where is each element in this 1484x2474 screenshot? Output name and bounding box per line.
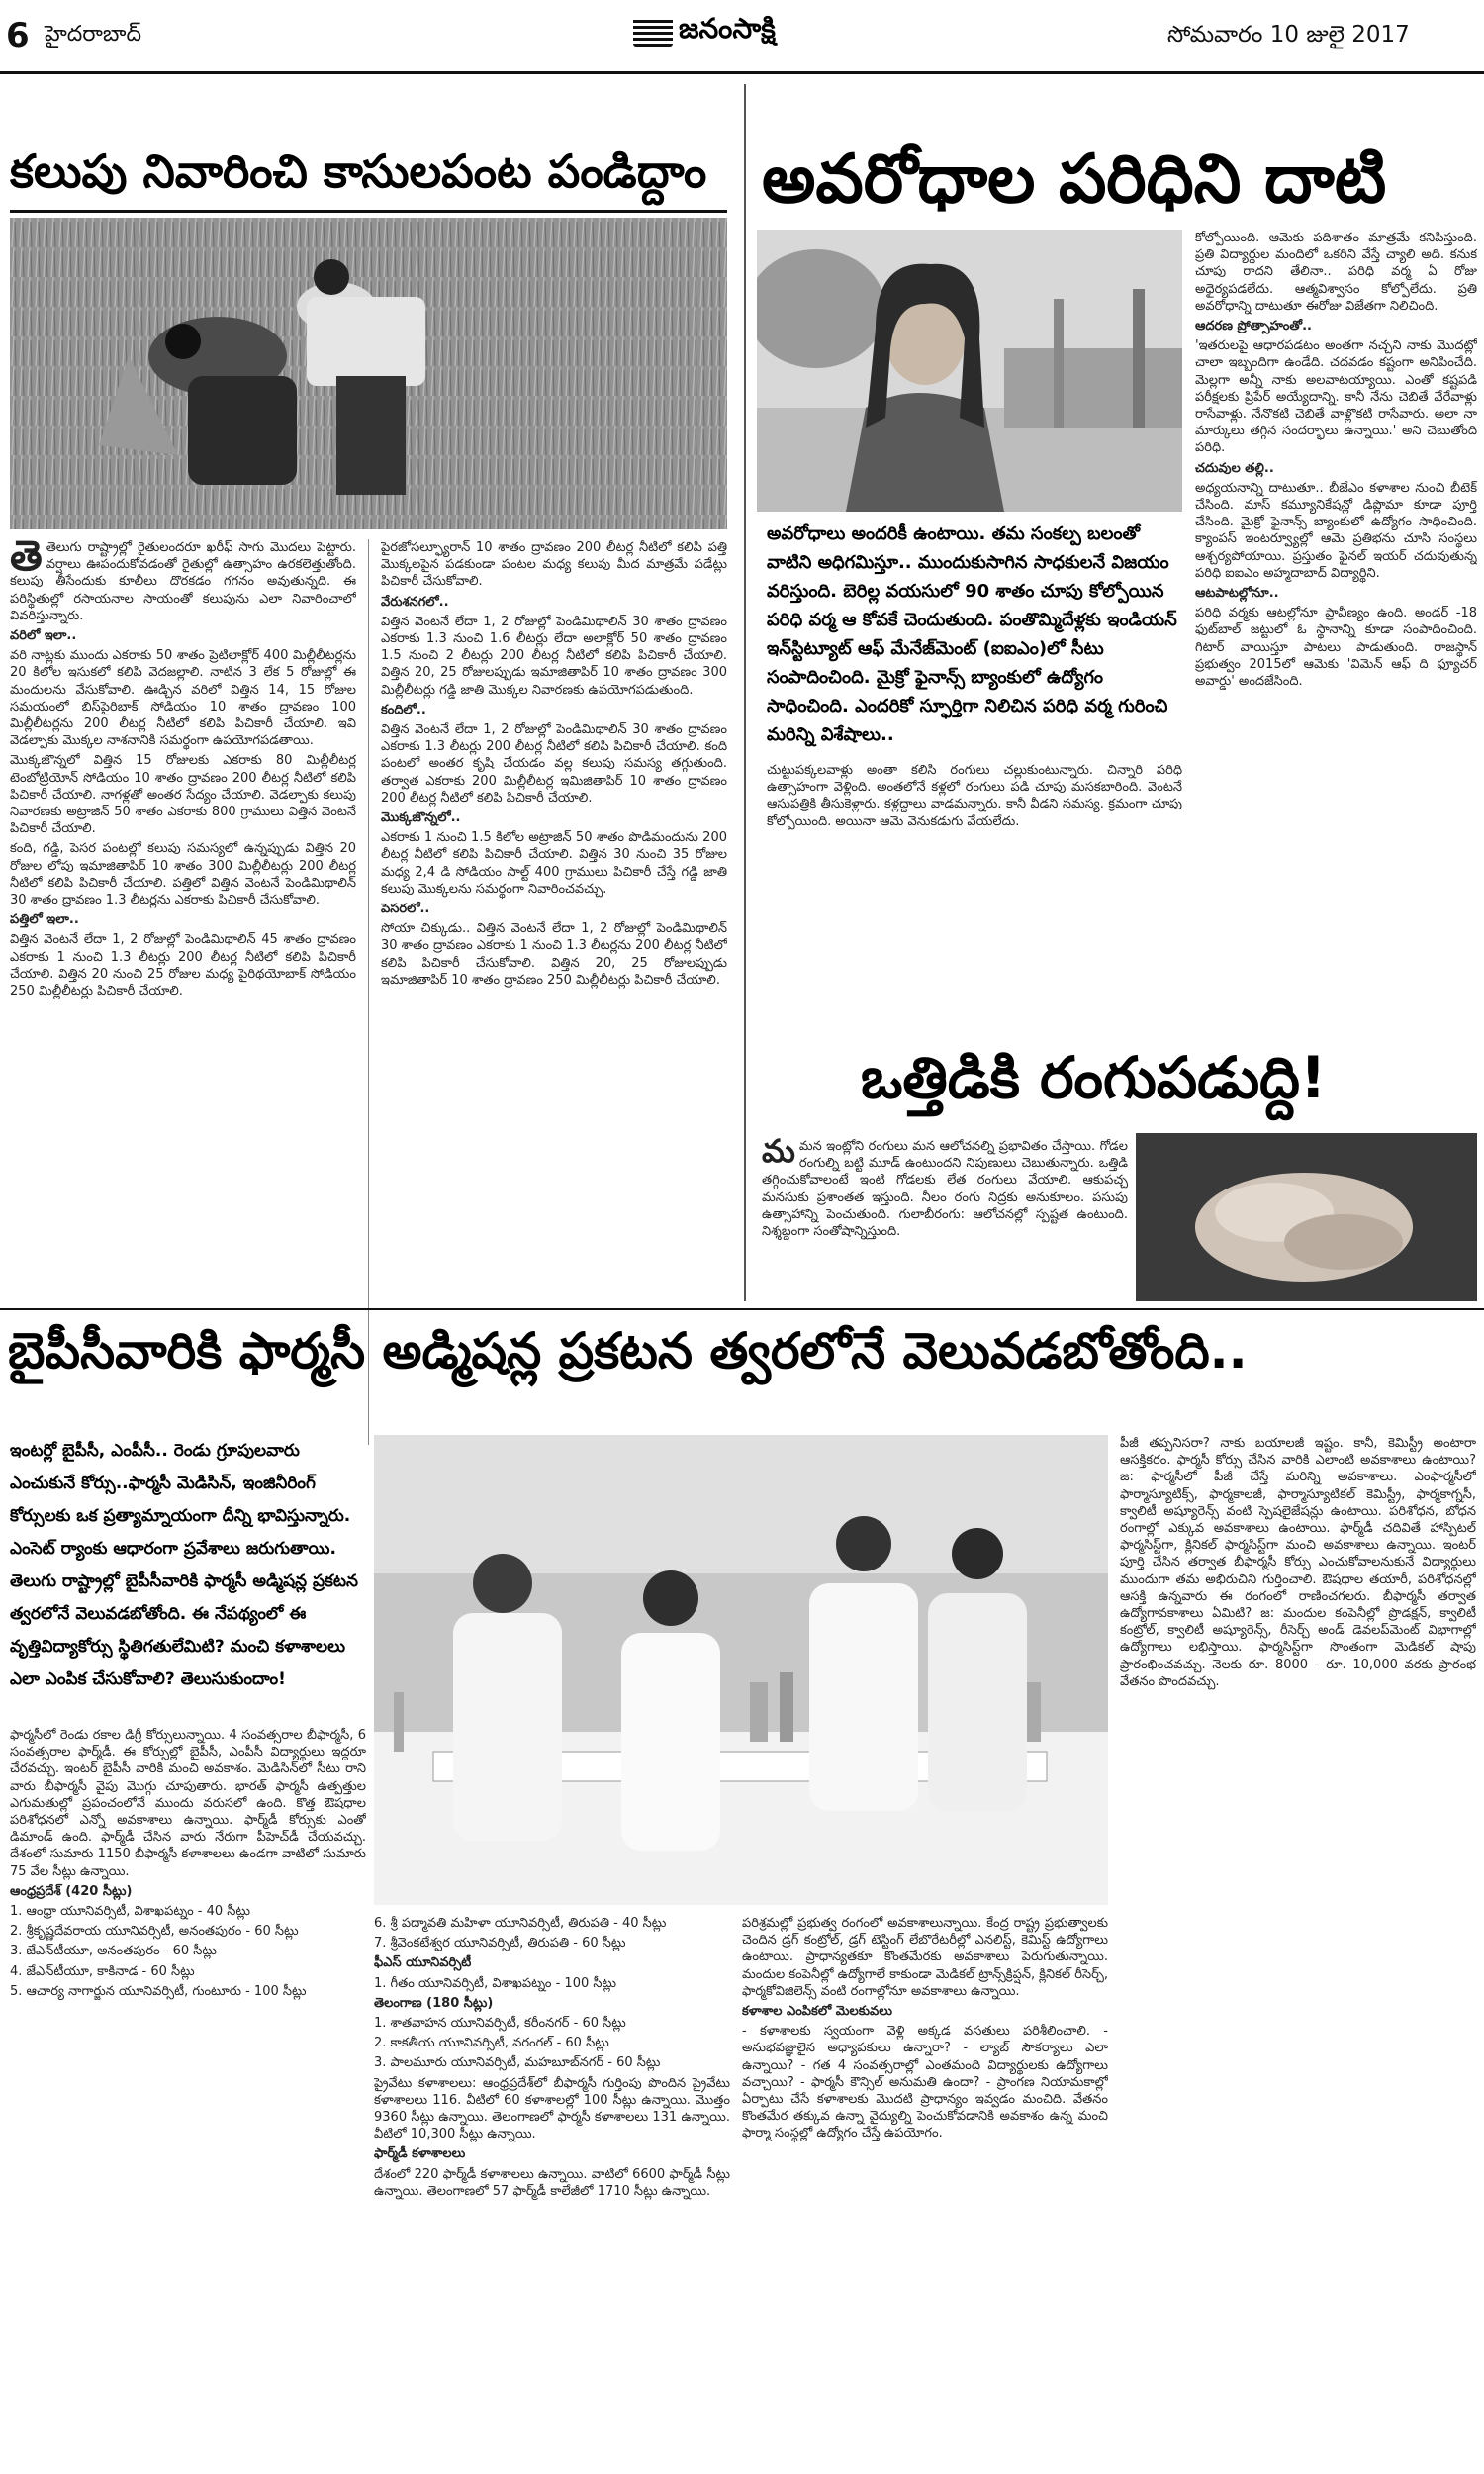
farming-headline: కలుపు నివారించి కాసులపంట పండిద్దాం [10, 144, 707, 198]
farming-intro: తెలుగు రాష్ట్రాల్లో రైతులందరూ ఖరీఫ్ సాగు మొదలు పెట్టారు. వర్షాలు ఊపందుకోవడంతో రైతుల్లో ఉత్సాహం ఉరకలెత్తుతోంది. కలుపు తీసేందుకు కూలీలు దొరకడం గగనం అవుతున్నది. ఈ పరిస్థితుల్లో రసాయనాల సాయంతో కలుపును ఎలా నివారించాలో వివరిస్తున్నారు. [10, 540, 356, 623]
actress-sub-support: ఆదరణ ప్రోత్సాహంతో.. [1195, 319, 1312, 334]
farming-maize-text: మొక్కజొన్నలో విత్తిన 15 రోజులకు ఎకరాకు 80 మిల్లీలీటర్ల టెంబోట్రియోన్ సోడియం 10 శాతం ద్రావణం 200 లీటర్ల నీటిలో కలిపి పిచికారీ చేయాలి. నాగళ్లతో అంతర సేద్యం చేయాలి. వెడల్పాకు కలుపు నివారణకు అట్రాజిన్ 50 శాతం ఎకరాకు 800 గ్రాములు విత్తిన వెంటనే పిచికారీ చేయాలి. [10, 753, 356, 837]
pharmacy-sub-pharmd: ఫార్మ్‌డీ కళాశాలలు [374, 2146, 466, 2162]
pharmacy-sub-telangana: తెలంగాణ (180 సీట్లు) [374, 1995, 494, 2011]
page-number: 6 [6, 16, 30, 55]
farming-sub-maize: మొక్కజొన్నలో.. [381, 810, 461, 826]
actress-right-text1: కోల్పోయింది. ఆమెకు పదిశాతం మాత్రమే కనిపిస్తుంది. ప్రతి విద్యార్థుల మందిలో ఒకరిని వేస్తే చ్యాలి అది. కనుక చూపు రాదని తేలినా.. పరిధి వర్మ ఏ రోజు అధైర్యపడలేదు. ఆత్మవిశ్వాసం కోల్పోలేదు. ప్రతి అవరోధాన్ని దాటుతూ ఈరోజు విజేతగా నిలిచింది. [1195, 231, 1477, 314]
section-divider [0, 1308, 1484, 1310]
edition-city: హైదరాబాద్ [45, 22, 141, 47]
laboratory-students-illustration [374, 1435, 1108, 1905]
farming-photo [10, 218, 727, 529]
actress-right-text3: అధ్యయనాన్ని దాటుతూ.. బీజేఎం కళాశాల నుంచి బీటెక్ చేసింది. మాస్ కమ్యూనికేషన్లో డిప్లొమా కూడా పూర్తి చేసింది. మైక్రో ఫైనాన్స్ బ్యాంకులో ఉద్యోగం సాధించింది. క్యాంపస్ ఇంటర్వ్యూల్లో ఆమె ప్రతిభను చూసి సంస్థలు ఆశ్చర్యపోయాయి. ప్రస్తుతం ఫైనల్ ఇయర్ చదువుతున్న పరిధి ఐఐఎం అహ్మదాబాద్ విద్యార్థిని. [1195, 480, 1477, 581]
masthead-title: జనంసాక్షి [679, 12, 776, 45]
pharmacy-tips-text: - కళాశాలకు స్వయంగా వెళ్లి అక్కడ వసతులు పరిశీలించాలి. - అనుభవజ్ఞులైన అధ్యాపకులు ఉన్నారా? - ల్యాబ్ సౌకర్యాలు ఎలా ఉన్నాయి? - గత 4 సంవత్సరాల్లో ఎంతమంది విద్యార్థులకు ఉద్యోగాలు వచ్చాయి? - ఫార్మసీ కౌన్సిల్ అనుమతి ఉందా? - ప్రాంగణ నియామకాల్లో ఏర్పాటు చేసే కళాశాలకు మొదటి ప్రాధాన్యం ఇవ్వడం మంచిది. వేతనం కొంతమేర తక్కువ ఉన్నా వైద్యుల్ని పెంచుకోవడానికి అవకాశం ఉన్న మంచి ఫార్మా సంస్థల్లో ఉద్యోగం చేస్తే ఉపయోగం. [742, 2024, 1108, 2141]
actress-sub-sports: ఆటపాటల్లోనూ.. [1195, 586, 1279, 602]
pharmacy-ts-item-1: 1. శాతవాహన యూనివర్సిటీ, కరీంనగర్ - 60 సీట్లు [374, 2016, 626, 2032]
actress-headline: అవరోధాల పరిధిని దాటి [762, 141, 1387, 219]
farming-pulses-text: కంది, గడ్డి, పెసర పంటల్లో కలుపు సమస్యలో ఉన్నప్పుడు విత్తిన 20 రోజుల లోపు ఇమాజితాపిర్ 10 శాతం 300 మిల్లీలీటర్లు 200 లీటర్ల నీటిలో కలిపి పిచికారీ చేయాలి. పత్తిలో విత్తిన వెంటనే పెండిమిథాలిన్ 30 శాతం ద్రావణం 1.3 లీటర్లను ఎకరాకు పిచికారీ చేసుకోవాలి. [10, 841, 356, 908]
pharmacy-column-2 [374, 1915, 730, 2459]
newspaper-logo-icon [633, 17, 673, 47]
pharmacy-ap-item-7: 7. శ్రీవెంకటేశ్వర యూనివర్సిటీ, తిరుపతి - 60 సీట్లు [374, 1936, 626, 1951]
pharmacy-col3-text: పరిశ్రమల్లో ప్రభుత్వ రంగంలో అవకాశాలున్నాయి. కేంద్ర రాష్ట్ర ప్రభుత్వాలకు చెందిన డ్రగ్ కంట్రోల్, డ్రగ్ టెస్టింగ్ లేబొరేటరీల్లో ఎనలిస్ట్, కెమిస్ట్ ఉద్యోగాలు ఉంటాయి. ప్రాధాన్యతకూ కొంతమేరకు అవకాశాలు పెరుగుతున్నాయి. మందుల కంపెనీల్లో ఉద్యోగాలే కాకుండా మెడికల్ ట్రాన్స్‌క్రిప్షన్, క్లినికల్ రీసెర్చ్, ఫార్మకోవిజిలెన్స్ వంటి రంగాల్లోనూ అవకాశాలు ఉన్నాయి. [742, 1916, 1108, 1999]
pharmacy-ap-item-2: 2. శ్రీకృష్ణదేవరాయ యూనివర్సిటీ, అనంతపురం - 60 సీట్లు [10, 1924, 299, 1940]
vertical-divider [744, 84, 746, 1301]
farming-greengram-text: సోయా చిక్కుడు.. విత్తిన వెంటనే లేదా 1, 2 రోజుల్లో పెండిమిథాలిన్ 30 శాతం ద్రావణం ఎకరాకు 1 నుంచి 1.3 లీటర్లను 200 లీటర్ల నీటిలో కలిపి పిచికారీ చేసుకోవాలి. విత్తిన 20, 25 రోజులప్పుడు ఇమాజితాపిర్ 10 శాతం ద్రావణం 250 మిల్లీలీటర్లు పిచికారీ చేయాలి. [381, 921, 727, 988]
pharmacy-ap-item-3: 3. జేఎన్‌టీయూ, అనంతపురం - 60 సీట్లు [10, 1944, 217, 1959]
pharmacy-column-4: పీజీ తప్పనిసరా? నాకు బయాలజీ ఇష్టం. కానీ, కెమిస్ట్రీ అంటారా ఆసక్తికరం. ఫార్మసీ కోర్సు చేసిన వారికి ఎలాంటి అవకాశాలు ఉంటాయి? జ: ఫార్మసీలో పీజీ చేస్తే మరిన్ని అవకాశాలు. ఎంఫార్మసీలో ఫార్మాస్యూటిక్స్, ఫార్మకాలజీ, ఫార్మాస్యూటికల్ కెమిస్ట్రీ, ఫార్మకాగ్నసీ, క్వాలిటీ అష్యూరెన్స్ వంటి స్పెషలైజేషన్లు ఉంటాయి. పరిశోధన, బోధన రంగాల్లో ఎక్కువ అవకాశాలు ఉంటాయి. ఫార్మ్‌డీ చదివితే హాస్పిటల్ ఫార్మసిస్ట్‌గా, క్లినికల్ ఫార్మసిస్ట్‌గా మంచి అవకాశాలు ఉన్నాయి. ఇంటర్ పూర్తి చేసిన తర్వాత బీఫార్మసీ కోర్సు ఎంచుకోవాలనుకునే విద్యార్థులు ముందుగా తమ అభిరుచిని గుర్తించాలి. ఔషధాల తయారీ, పరిశోధనల్లో ఆసక్తి ఉన్నవారు ఈ రంగంలో రాణించగలరు. బీఫార్మసీ తర్వాత ఉద్యోగావకాశాలు ఏమిటి? జ: మందుల కంపెనీల్లో ప్రొడక్షన్, క్వాలిటీ కంట్రోల్, క్వాలిటీ అష్యూరెన్స్, రీసెర్చ్ అండ్ డెవలప్‌మెంట్ విభాగాల్లో ఉద్యోగాలు లభిస్తాయి. ఫార్మసిస్ట్‌గా సొంతంగా మెడికల్ షాపు ప్రారంభించవచ్చు. నెలకు రూ. 8000 - రూ. 10,000 వరకు ప్రారంభ వేతనం పొందవచ్చు. [1120, 1436, 1476, 1689]
colors-drop-cap: మ [762, 1138, 795, 1170]
actress-body-1: చుట్టుపక్కలవాళ్లు అంతా కలిసి రంగులు చల్లుకుంటున్నారు. చిన్నారి పరిధి ఉత్సాహంగా వెళ్లింది. అంతలోనే కళ్లలో రంగులు పడి చూపు మసకబారింది. వెంటనే ఆసుపత్రికి తీసుకెళ్లారు. కళ్లద్దాలు వాడమన్నారు. కానీ వీడని సమస్య. క్రమంగా చూపు కోల్పోయింది. అయినా ఆమె వెనుకడుగు వేయలేదు. [767, 763, 1182, 829]
pharmacy-sub-tips: కళాశాల ఎంపికలో మెలకువలు [742, 2004, 892, 2020]
farming-groundnut-text: విత్తిన వెంటనే లేదా 1, 2 రోజుల్లో పెండిమిథాలిన్ 30 శాతం ద్రావణం ఎకరాకు 1.3 నుంచి 1.6 లీటర్లు లేదా అలాక్లోర్ 50 శాతం ద్రావణం 1.5 నుంచి 2 లీటర్లు 200 లీటర్ల నీటిలో కలిపి పిచికారీ చేయాలి. విత్తిన 20, 25 రోజులప్పుడు ఇమాజితాపిర్ 10 శాతం ద్రావణం 300 మిల్లీలీటర్లు గడ్డి జాతి మొక్కల నివారణకు ఉపయోగపడుతుంది. [381, 614, 727, 698]
pharmacy-private-text: ప్రైవేటు కళాశాలలు: ఆంధ్రప్రదేశ్‌లో బీఫార్మసీ గుర్తింపు పొందిన ప్రైవేటు కళాశాలలు 116. వీటిలో 60 కళాశాలల్లో 100 సీట్లు ఉన్నాయి. మొత్తం 9360 సీట్లు ఉన్నాయి. తెలంగాణలో ఫార్మసీ కళాశాలలు 131 ఉన్నాయి. వీటిలో 10,300 సీట్లు ఉన్నాయి. [374, 2075, 730, 2142]
pharmacy-photo [374, 1435, 1108, 1905]
pharmacy-deemed-item-1: 1. గీతం యూనివర్సిటీ, విశాఖపట్నం - 100 సీట్లు [374, 1975, 617, 1991]
masthead-logo [633, 12, 776, 51]
pharmacy-col1-text: ఫార్మసీలో రెండు రకాల డిగ్రీ కోర్సులున్నాయి. 4 సంవత్సరాల బీఫార్మసీ, 6 సంవత్సరాల ఫార్మ్‌డీ. ఈ కోర్సుల్లో బైపీసీ, ఎంపీసీ విద్యార్థులు ఇద్దరూ చేరవచ్చు. ఇంటర్ బైపీసీ వారికి మంచి అవకాశం. మెడిసిన్‌లో సీటు రాని వారు బీఫార్మసీ వైపు మొగ్గు చూపుతారు. భారత్ ఫార్మసీ ఉత్పత్తుల ఎగుమతుల్లో ప్రపంచంలోనే ముందు వరుసలో ఉంది. కొత్త ఔషధాల పరిశోధనలో ఎన్నో అవకాశాలు ఉన్నాయి. ఫార్మ్‌డీ కోర్సుకు ఎంతో డిమాండ్ ఉంది. ఫార్మ్‌డీ చేసిన వారు నేరుగా పీహెచ్‌డీ చేయవచ్చు. దేశంలో సుమారు 1150 బీఫార్మసీ కళాశాలలు ఉండగా వాటిలో సుమారు 75 వేల సీట్లు ఉన్నాయి. [10, 1728, 366, 1879]
actress-right-column [1195, 230, 1477, 1051]
farming-sub-redgram: కందిలో.. [381, 702, 426, 717]
farming-paddy-text: వరి నాట్లకు ముందు ఎకరాకు 50 శాతం ప్రెటిలాక్లోర్ 400 మిల్లీలీటర్లను 20 కిలోల ఇసుకలో కలిపి వెదజల్లాలి. నాటిన 3 లేక 5 రోజుల్లో ఈ మందులను వేసుకోవాలి. ఊడ్చిన వరిలో విత్తిన 14, 15 రోజుల సమయంలో బిస్‌పైరిబాక్ సోడియం 10 శాతం ద్రావణం 100 మిల్లీలీటర్లను 200 లీటర్ల నీటిలో కలిపి పిచికారీ చేయాలి. ఇవి వెడల్పాకు మొక్కల నాశనానికి సమర్థంగా ఉపయోగపడతాయి. [10, 648, 356, 749]
farming-cotton-text: విత్తిన వెంటనే లేదా 1, 2 రోజుల్లో పెండిమిథాలిన్ 45 శాతం ద్రావణం ఎకరాకు 1 నుంచి 1.3 లీటర్లు 200 లీటర్ల నీటిలో కలిపి పిచికారీ చేయాలి. విత్తిన 20 నుంచి 25 రోజుల మధ్య పైరిథయోబాక్ సోడియం 250 మిల్లీలీటర్లు పిచికారీ చేయాలి. [10, 932, 356, 999]
farming-sub-groundnut: వేరుశనగలో.. [381, 594, 449, 610]
issue-date: సోమవారం 10 జులై 2017 [1167, 22, 1410, 48]
paddy-field-illustration [10, 218, 727, 529]
colors-body-text: మన ఇంట్లోని రంగులు మన ఆలోచనల్ని ప్రభావితం చేస్తాయి. గోడల రంగుల్ని బట్టి మూడ్ ఉంటుందని నిపుణులు చెబుతున్నారు. ఒత్తిడి తగ్గించుకోవాలంటే ఇంటి గోడలకు లేత రంగులు వేయాలి. ఆకుపచ్చ మనసుకు ప్రశాంతత ఇస్తుంది. నీలం రంగు నిద్రకు అనుకూలం. పసుపు ఉత్సాహాన్ని పెంచుతుంది. గులాబీరంగు: ఆలోచనల్లో స్పష్టత ఉంటుంది. నిశ్శబ్దంగా సంతోషాన్నిస్తుంది. [762, 1139, 1128, 1240]
page-header [0, 0, 1484, 77]
actress-right-text2: 'ఇతరులపై ఆధారపడటం అంతగా నచ్చని నాకు మొదట్లో చాలా ఇబ్బందిగా ఉండేది. చదవడం కష్టంగా అనిపించేది. మెల్లగా అన్నీ నాకు అలవాటయ్యాయి. ఎంతో కష్టపడి పరీక్షలకు ప్రిపేర్ అయ్యేదాన్ని. కానీ నేను చెబితే వేరేవాళ్లు రాసేవాళ్లు. నేనొకటి చెబితే వాళ్లొకటి రాసేవారు. అలా నా మార్కులు తగ్గిన సందర్భాలు ఉన్నాయి.' అని చెబుతోంది పరిధి. [1195, 338, 1477, 456]
actress-sub-studies: చదువుల తల్లి.. [1195, 460, 1274, 476]
actress-photo [757, 230, 1182, 512]
farming-sub-cotton: పత్తిలో ఇలా.. [10, 912, 79, 928]
pharmacy-sub-deemed: ఫీఎస్ యూనివర్సిటీ [374, 1955, 472, 1971]
pharmacy-sub-ap: ఆంధ్రప్రదేశ్ (420 సీట్లు) [10, 1883, 133, 1899]
farming-redgram-text: విత్తిన వెంటనే లేదా 1, 2 రోజుల్లో పెండిమిథాలిన్ 30 శాతం ద్రావణం ఎకరాకు 1.3 లీటర్లు 200 లీటర్ల నీటిలో కలిపి పిచికారీ చేయాలి. కంది పంటలో అంతర కృషి చేయడం వల్ల కలుపు సమస్య తగ్గుతుంది. తర్వాత ఎకరాకు 200 మిల్లీలీటర్ల ఇమిజితాపిర్‌ 10 శాతం ద్రావణం 200 లీటర్ల నీటిలో కలిపి పిచికారీ చేయాలి. [381, 722, 727, 806]
pharmacy-pull-quote: ఇంటర్లో బైపీసీ, ఎంపీసీ.. రెండు గ్రూపులవారు ఎంచుకునే కోర్సు..ఫార్మసీ మెడిసిన్, ఇంజినీరింగ్ కోర్సులకు ఒక ప్రత్యామ్నాయంగా దీన్ని భావిస్తున్నారు. ఎంసెట్ ర్యాంకు ఆధారంగా ప్రవేశాలు జరుగుతాయి. తెలుగు రాష్ట్రాల్లో బైపీసీవారికి ఫార్మసీ అడ్మిషన్ల ప్రకటన త్వరలోనే వెలువడబోతోంది. ఈ నేపథ్యంలో ఈ వృత్తివిద్యాకోర్సు స్థితిగతులేమిటి? మంచి కళాశాలలు ఎలా ఎంపిక చేసుకోవాలి? తెలుసుకుందాం! [10, 1441, 358, 1689]
pharmacy-ap-item-4: 4. జేఎన్‌టీయూ, కాకినాడ - 60 సీట్లు [10, 1963, 195, 1979]
pharmacy-headline: బైపీసీవారికి ఫార్మసీ అడ్మిషన్ల ప్రకటన త్వరలోనే వెలువడబోతోంది.. [8, 1322, 1248, 1380]
header-divider [0, 71, 1484, 74]
colors-photo [1136, 1133, 1477, 1301]
drop-cap: తె [10, 539, 43, 580]
farming-col2-text1: పైరజోసల్ఫ్యూరాన్ 10 శాతం ద్రావణం 200 లీటర్ల నీటిలో కలిపి పత్తి మొక్కలపైన పడకుండా పంటల మధ్య కలుపు మీద మాత్రమే పడేట్లు పిచికారీ చేసుకోవాలి. [381, 540, 727, 590]
hands-illustration [1136, 1133, 1477, 1301]
colors-headline: ఒత్తిడికి రంగుపడుద్ది! [861, 1044, 1327, 1111]
woman-portrait-illustration [757, 230, 1182, 512]
farming-sub-paddy: వరిలో ఇలా.. [10, 628, 77, 644]
headline-rule [10, 210, 727, 213]
pharmacy-ap-item-1: 1. ఆంధ్రా యూనివర్సిటీ, విశాఖపట్నం - 40 సీట్లు [10, 1904, 250, 1920]
colors-body [762, 1138, 1128, 1306]
pharmacy-ap-item-6: 6. శ్రీ పద్మావతి మహిళా యూనివర్సిటీ, తిరుపతి - 40 సీట్లు [374, 1916, 667, 1931]
actress-right-text4: పరిధి వర్మకు ఆటల్లోనూ ప్రావీణ్యం ఉంది. అండర్ -18 ఫుట్‌బాల్ జట్టులో ఓ స్థానాన్ని కూడా సంపాదించింది. గిటార్ వాయిస్తూ పాటలు పాడుతుంది. రాజస్థాన్ ప్రభుత్వం 2015లో ఆమెకు 'విమెన్ ఆఫ్ ది ఫ్యూచర్ అవార్డు' అందజేసింది. [1195, 606, 1477, 690]
pharmacy-column-3 [742, 1915, 1108, 2459]
farming-sub-greengram: పెసరలో.. [381, 902, 430, 917]
pharmacy-ts-item-2: 2. కాకతీయ యూనివర్సిటీ, వరంగల్ - 60 సీట్లు [374, 2036, 609, 2051]
pharmacy-ts-item-3: 3. పాలమూరు యూనివర్సిటీ, మహబూబ్‌నగర్ - 60 సీట్లు [374, 2055, 661, 2071]
pharmacy-pharmd-text: దేశంలో 220 ఫార్మ్‌డీ కళాశాలలు ఉన్నాయి. వాటిలో 6600 ఫార్మ్‌డీ సీట్లు ఉన్నాయి. తెలంగాణలో 57 ఫార్మ్‌డీ కాలేజీలో 1710 సీట్లు ఉన్నాయి. [374, 2166, 730, 2199]
pharmacy-column-1 [10, 1727, 366, 2459]
actress-pull-quote: అవరోధాలు అందరికీ ఉంటాయి. తమ సంకల్ప బలంతో వాటిని అధిగమిస్తూ.. ముందుకుసాగిన సాధకులనే విజయం వరిస్తుంది. బెరిల్ల వయసులో 90 శాతం చూపు కోల్పోయిన పరిధి వర్మ ఆ కోవకే చెందుతుంది. పంతొమ్మిదేళ్లకు ఇండియన్ ఇన్‌స్టిట్యూట్ ఆఫ్ మేనేజ్‌మెంట్ (ఐఐఎం)లో సీటు సంపాదించింది. మైక్రో ఫైనాన్స్ బ్యాంకులో ఉద్యోగం సాధించింది. ఎందరికో స్ఫూర్తిగా నిలిచిన పరిధి వర్మ గురించి మరిన్ని విశేషాలు.. [767, 523, 1177, 745]
pharmacy-ap-item-5: 5. ఆచార్య నాగార్జున యూనివర్సిటీ, గుంటూరు - 100 సీట్లు [10, 1983, 307, 1999]
farming-maize2-text: ఎకరాకు 1 నుంచి 1.5 కిలోల అట్రాజిన్ 50 శాతం పొడిమందును 200 లీటర్ల నీటిలో కలిపి పిచికారీ చేయాలి. విత్తిన 30 నుంచి 35 రోజుల మధ్య 2,4 డి సోడియం సాల్ట్ 400 గ్రాములు పిచికారీ చేస్తే గడ్డి జాతి కలుపు మొక్కలను సమర్థంగా నివారించవచ్చు. [381, 830, 727, 897]
